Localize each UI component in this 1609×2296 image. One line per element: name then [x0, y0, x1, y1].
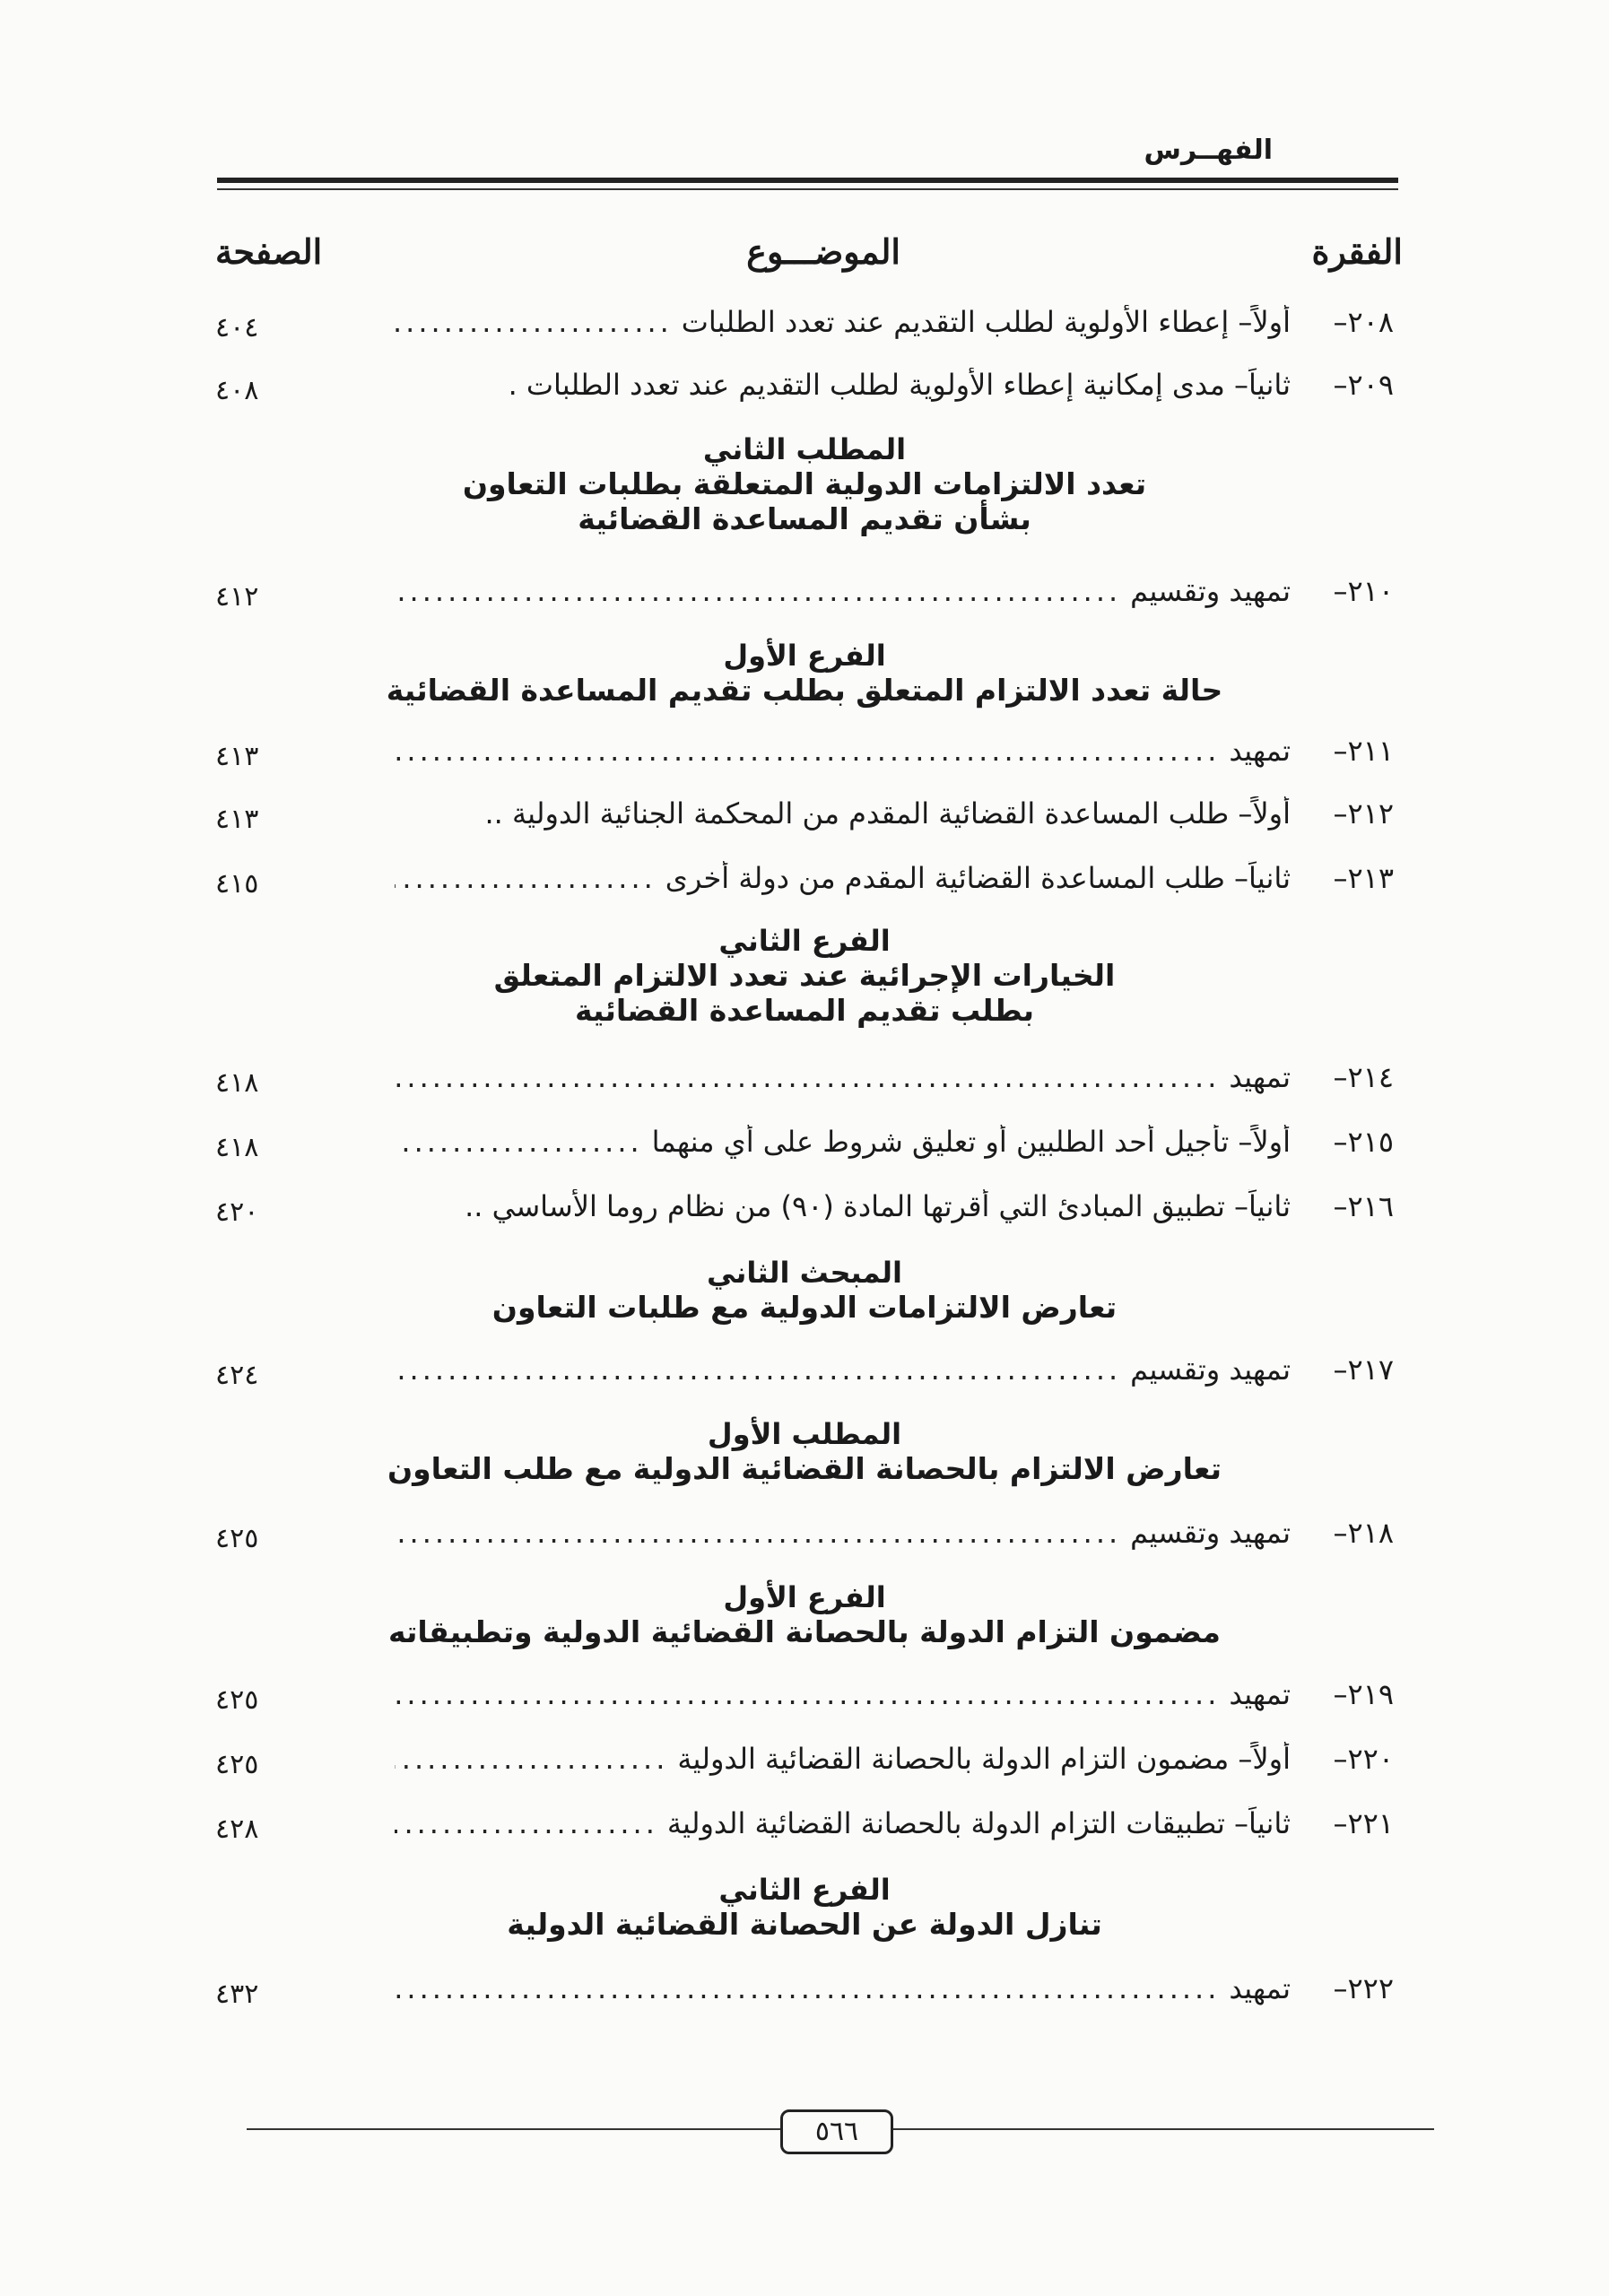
- heading-title-line: حالة تعدد الالتزام المتعلق بطلب تقديم المساعدة القضائية: [386, 673, 1223, 708]
- entry-line: [395, 1971, 1291, 2005]
- entry-paragraph-number: ٢١٦–: [1333, 1189, 1394, 1223]
- entry-line: [395, 1352, 1291, 1387]
- entry-paragraph-number: ٢١٩–: [1333, 1677, 1394, 1711]
- entry-title: تمهيد وتقسيم: [1130, 1352, 1291, 1387]
- toc-entry: [0, 1060, 1609, 1114]
- section-heading: [0, 639, 1609, 708]
- heading-level: المطلب الأول: [707, 1417, 902, 1451]
- entry-title: تمهيد وتقسيم: [1130, 1516, 1291, 1550]
- section-heading: [0, 432, 1609, 536]
- entry-paragraph-number: ٢٢١–: [1333, 1806, 1394, 1840]
- section-heading: [0, 1417, 1609, 1486]
- entry-page-number: ٤٣٢: [215, 1979, 259, 2010]
- heading-level: الفرع الثاني: [718, 924, 891, 958]
- entry-paragraph-number: ٢٢٢–: [1333, 1971, 1394, 2005]
- entry-title: أولاً– طلب المساعدة القضائية المقدم من المحكمة الجنائية الدولية ..: [484, 796, 1291, 831]
- entry-page-number: ٤٢٥: [215, 1684, 259, 1716]
- toc-entry: [0, 1677, 1609, 1731]
- toc-entry: [0, 368, 1609, 422]
- entry-paragraph-number: ٢١٥–: [1333, 1125, 1394, 1159]
- leader-dots: [395, 1971, 1220, 2005]
- entry-paragraph-number: ٢١٢–: [1333, 796, 1394, 831]
- toc-entry: [0, 1189, 1609, 1243]
- entry-line: [377, 796, 1291, 831]
- entry-paragraph-number: ٢٠٨–: [1333, 305, 1394, 339]
- entry-page-number: ٤١٢: [215, 581, 259, 613]
- heading-level: المطلب الثاني: [702, 432, 907, 466]
- toc-entry: [0, 305, 1609, 359]
- entry-paragraph-number: ٢١٤–: [1333, 1060, 1394, 1094]
- page-number-box: [780, 2109, 893, 2154]
- entry-title: أولاً– مضمون التزام الدولة بالحصانة القضائية الدولية: [677, 1742, 1291, 1776]
- entry-title: ثانياً– تطبيق المبادئ التي أقرتها المادة (٩٠) من نظام روما الأساسي ..: [465, 1189, 1291, 1223]
- entry-line: [395, 1125, 1291, 1159]
- entry-page-number: ٤١٣: [215, 741, 259, 772]
- entry-paragraph-number: ٢١٠–: [1333, 574, 1394, 608]
- heading-level: الفرع الأول: [723, 1580, 886, 1614]
- entry-page-number: ٤٢٠: [215, 1196, 259, 1228]
- entry-line: [395, 1060, 1291, 1094]
- toc-entry: [0, 1352, 1609, 1406]
- heading-title-line: الخيارات الإجرائية عند تعدد الالتزام المتعلق: [493, 958, 1116, 993]
- entry-line: [377, 368, 1291, 402]
- entry-title: تمهيد: [1229, 1677, 1291, 1711]
- entry-page-number: ٤١٨: [215, 1067, 259, 1099]
- entry-title: ثانياً– تطبيقات التزام الدولة بالحصانة القضائية الدولية: [666, 1806, 1291, 1840]
- toc-entry: [0, 796, 1609, 850]
- column-header-paragraph: الفقرة: [1311, 231, 1403, 272]
- section-heading: [0, 1256, 1609, 1325]
- entry-title: ثانياً– طلب المساعدة القضائية المقدم من دولة أخرى: [665, 861, 1291, 895]
- leader-dots: [395, 1352, 1121, 1387]
- entry-page-number: ٤٠٤: [215, 312, 259, 344]
- entry-title: أولاً– إعطاء الأولوية لطلب التقديم عند تعدد الطلبات: [681, 305, 1291, 339]
- entry-page-number: ٤٢٥: [215, 1523, 259, 1554]
- section-heading: [0, 1873, 1609, 1942]
- section-heading: [0, 924, 1609, 1028]
- entry-line: [395, 574, 1291, 608]
- entry-line: [395, 1806, 1291, 1840]
- leader-dots: [395, 1742, 668, 1776]
- entry-paragraph-number: ٢١٣–: [1333, 861, 1394, 895]
- leader-dots: [395, 1060, 1220, 1094]
- leader-dots: [395, 305, 673, 339]
- leader-dots: [395, 574, 1121, 608]
- section-heading: [0, 1580, 1609, 1649]
- entry-title: أولاً– تأجيل أحد الطلبين أو تعليق شروط على أي منهما: [651, 1125, 1291, 1159]
- entry-page-number: ٤٠٨: [215, 375, 259, 406]
- entry-paragraph-number: ٢٠٩–: [1333, 368, 1394, 402]
- entry-line: [395, 734, 1291, 768]
- column-headers: [215, 231, 1403, 285]
- toc-entry: [0, 1125, 1609, 1178]
- entry-paragraph-number: ٢١٧–: [1333, 1352, 1394, 1387]
- entry-page-number: ٤٢٤: [215, 1360, 259, 1391]
- heading-title-line: تعارض الالتزامات الدولية مع طلبات التعاون: [491, 1290, 1118, 1325]
- entry-paragraph-number: ٢١٨–: [1333, 1516, 1394, 1550]
- entry-line: [395, 1677, 1291, 1711]
- toc-entry: [0, 861, 1609, 915]
- entry-title: تمهيد: [1229, 1971, 1291, 2005]
- heading-title-line: بطلب تقديم المساعدة القضائية: [575, 993, 1034, 1028]
- entry-line: [377, 1189, 1291, 1223]
- toc-entry: [0, 734, 1609, 787]
- column-header-page: الصفحة: [215, 231, 323, 272]
- leader-dots: [395, 1516, 1121, 1550]
- toc-entry: [0, 1971, 1609, 2025]
- running-head: الفهــرس: [1144, 135, 1273, 166]
- header-rule-thick: [217, 178, 1398, 183]
- entry-page-number: ٤١٣: [215, 804, 259, 835]
- entry-title: تمهيد وتقسيم: [1130, 574, 1291, 608]
- entry-page-number: ٤١٨: [215, 1132, 259, 1163]
- heading-level: الفرع الثاني: [718, 1873, 891, 1907]
- entry-line: [395, 861, 1291, 895]
- entry-line: [395, 305, 1291, 339]
- entry-title: تمهيد: [1229, 1060, 1291, 1094]
- heading-title-line: مضمون التزام الدولة بالحصانة القضائية الدولية وتطبيقاته: [388, 1614, 1221, 1649]
- toc-entry: [0, 1742, 1609, 1796]
- heading-title-line: تنازل الدولة عن الحصانة القضائية الدولية: [507, 1907, 1102, 1942]
- heading-level: الفرع الأول: [723, 639, 886, 673]
- page-number: ٥٦٦: [814, 2116, 859, 2147]
- toc-entry: [0, 1806, 1609, 1860]
- leader-dots: [395, 1677, 1220, 1711]
- column-header-topic: الموضـــوع: [746, 231, 900, 272]
- entry-page-number: ٤٢٥: [215, 1749, 259, 1780]
- leader-dots: [395, 734, 1220, 768]
- leader-dots: [395, 1125, 643, 1159]
- entry-title: تمهيد: [1229, 734, 1291, 768]
- toc-entry: [0, 574, 1609, 628]
- heading-title-line: تعارض الالتزام بالحصانة القضائية الدولية مع طلب التعاون: [387, 1451, 1222, 1486]
- entry-page-number: ٤١٥: [215, 868, 259, 900]
- leader-dots: [395, 861, 657, 895]
- entry-page-number: ٤٢٨: [215, 1813, 259, 1845]
- header-rule-thin: [217, 188, 1398, 190]
- heading-title-line: بشأن تقديم المساعدة القضائية: [578, 501, 1031, 536]
- entry-line: [395, 1742, 1291, 1776]
- heading-title-line: تعدد الالتزامات الدولية المتعلقة بطلبات التعاون: [462, 466, 1147, 501]
- entry-line: [395, 1516, 1291, 1550]
- heading-level: المبحث الثاني: [706, 1256, 903, 1290]
- entry-paragraph-number: ٢٢٠–: [1333, 1742, 1394, 1776]
- toc-entry: [0, 1516, 1609, 1570]
- entry-title: ثانياً– مدى إمكانية إعطاء الأولوية لطلب التقديم عند تعدد الطلبات .: [508, 368, 1291, 402]
- leader-dots: [395, 1806, 658, 1840]
- entry-paragraph-number: ٢١١–: [1333, 734, 1394, 768]
